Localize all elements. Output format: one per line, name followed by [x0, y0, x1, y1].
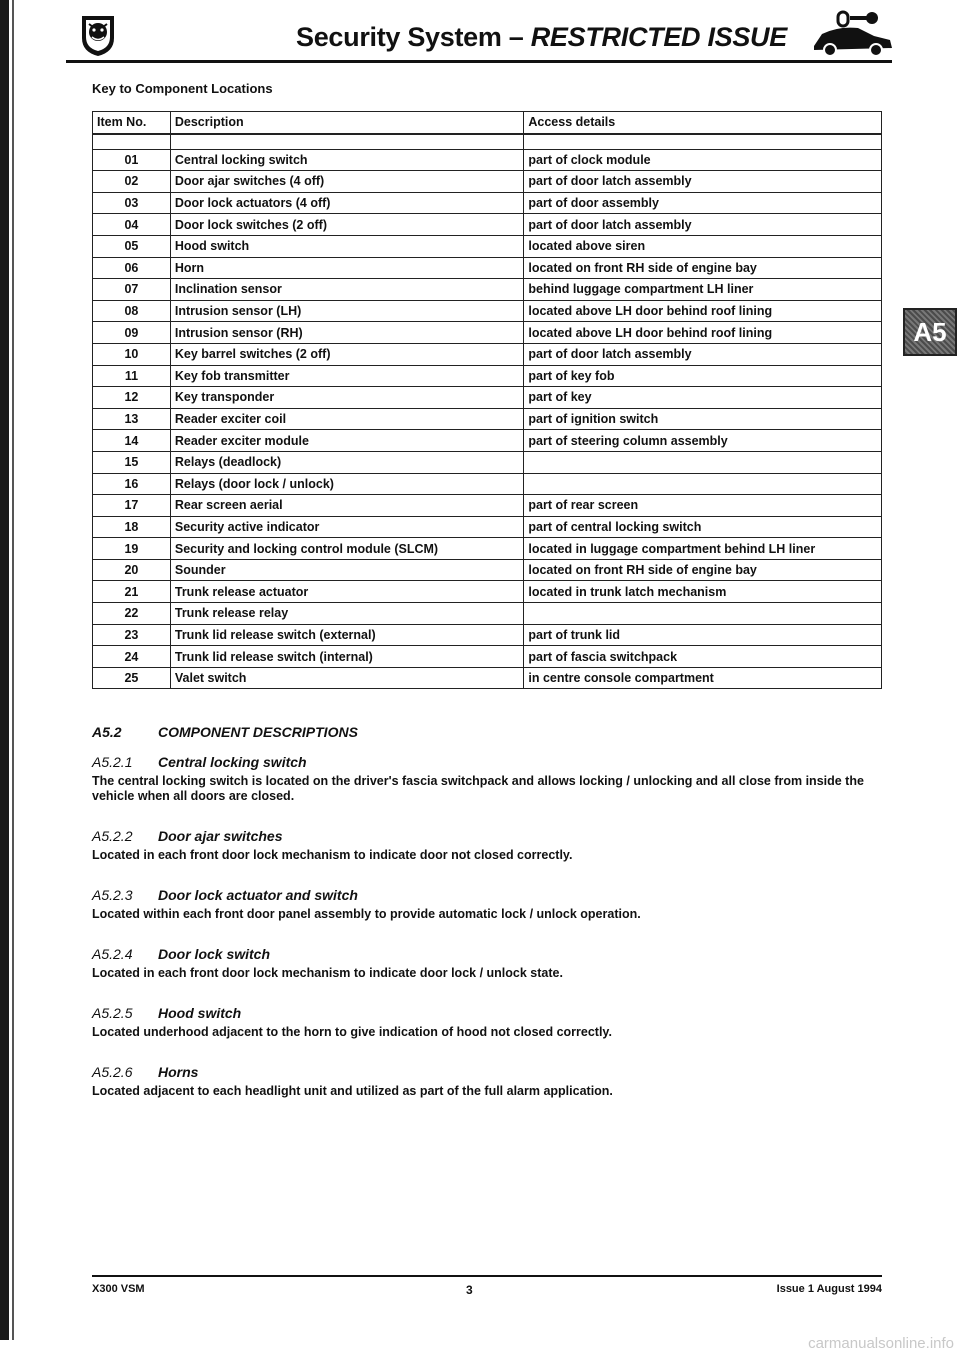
cell-access-details: part of steering column assembly	[524, 430, 882, 452]
table-row	[93, 149, 882, 171]
page-title	[296, 22, 787, 53]
subsection-number: A5.2.2	[92, 828, 133, 844]
subsection-number: A5.2.5	[92, 1005, 133, 1021]
subsection-name: Door ajar switches	[158, 828, 283, 844]
cell-description: Relays (door lock / unlock)	[170, 473, 524, 495]
description-item	[92, 754, 892, 804]
cell-description: Trunk lid release switch (external)	[170, 624, 524, 646]
table-row	[93, 473, 882, 495]
cell-item-no: 25	[93, 667, 171, 689]
cell-item-no: 23	[93, 624, 171, 646]
cell-description: Reader exciter module	[170, 430, 524, 452]
cell-item-no: 05	[93, 235, 171, 257]
description-item	[92, 946, 892, 981]
table-row	[93, 624, 882, 646]
subsection-title	[92, 1005, 892, 1021]
watermark: carmanualsonline.info	[808, 1335, 954, 1352]
description-item	[92, 1064, 892, 1099]
cell-access-details: part of key fob	[524, 365, 882, 387]
cell-access-details: part of clock module	[524, 149, 882, 171]
description-list	[92, 754, 892, 1099]
subsection-title	[92, 1064, 892, 1080]
cell-access-details: located on front RH side of engine bay	[524, 559, 882, 581]
column-header-item-no: Item No.	[93, 112, 171, 134]
cell-item-no: 11	[93, 365, 171, 387]
description-item	[92, 1005, 892, 1040]
table-row	[93, 430, 882, 452]
cell-item-no: 20	[93, 559, 171, 581]
car-with-key-icon	[808, 8, 896, 60]
table-row	[93, 235, 882, 257]
cell-item-no: 17	[93, 495, 171, 517]
footer-divider	[92, 1275, 882, 1277]
table-row	[93, 214, 882, 236]
cell-access-details: located on front RH side of engine bay	[524, 257, 882, 279]
table-row	[93, 516, 882, 538]
cell-description: Valet switch	[170, 667, 524, 689]
subsection-text: Located in each front door lock mechanism to indicate door not closed correctly.	[92, 848, 573, 862]
table-row	[93, 300, 882, 322]
cell-description: Hood switch	[170, 235, 524, 257]
cell-item-no: 04	[93, 214, 171, 236]
table-row	[93, 343, 882, 365]
cell-access-details: part of key	[524, 387, 882, 409]
subsection-number: A5.2.1	[92, 754, 133, 770]
cell-description: Horn	[170, 257, 524, 279]
table-row	[93, 387, 882, 409]
description-item	[92, 887, 892, 922]
cell-description: Reader exciter coil	[170, 408, 524, 430]
subsection-title	[92, 754, 892, 770]
subsection-title	[92, 887, 892, 903]
cell-access-details	[524, 451, 882, 473]
cell-item-no: 08	[93, 300, 171, 322]
cell-access-details: part of central locking switch	[524, 516, 882, 538]
cell-item-no: 19	[93, 538, 171, 560]
column-header-description: Description	[170, 112, 524, 134]
cell-description: Relays (deadlock)	[170, 451, 524, 473]
cell-access-details: located above LH door behind roof lining	[524, 322, 882, 344]
section-number: A5.2	[92, 724, 122, 740]
cell-description: Key transponder	[170, 387, 524, 409]
subsection-text: Located in each front door lock mechanism to indicate door lock / unlock state.	[92, 966, 563, 980]
cell-description: Central locking switch	[170, 149, 524, 171]
column-header-access-details: Access details	[524, 112, 882, 134]
cell-access-details: in centre console compartment	[524, 667, 882, 689]
cell-access-details: part of trunk lid	[524, 624, 882, 646]
page-edge-bar	[0, 0, 9, 1340]
cell-access-details: part of fascia switchpack	[524, 646, 882, 668]
table-spacer-row	[93, 134, 882, 150]
cell-description: Trunk release actuator	[170, 581, 524, 603]
table-row	[93, 365, 882, 387]
page-title-main: Security System –	[296, 22, 531, 52]
cell-item-no: 09	[93, 322, 171, 344]
cell-access-details: part of door latch assembly	[524, 214, 882, 236]
subsection-title	[92, 828, 892, 844]
component-descriptions	[92, 724, 892, 1123]
footer-page-number: 3	[466, 1283, 473, 1297]
subsection-name: Door lock switch	[158, 946, 271, 962]
subsection-name: Door lock actuator and switch	[158, 887, 358, 903]
cell-item-no: 24	[93, 646, 171, 668]
table-row	[93, 581, 882, 603]
table-row	[93, 495, 882, 517]
table-row	[93, 559, 882, 581]
cell-description: Intrusion sensor (LH)	[170, 300, 524, 322]
cell-item-no: 18	[93, 516, 171, 538]
cell-description: Sounder	[170, 559, 524, 581]
cell-description: Door ajar switches (4 off)	[170, 171, 524, 193]
cell-description: Security and locking control module (SLCM)	[170, 538, 524, 560]
section-title	[92, 724, 892, 744]
subsection-text: Located adjacent to each headlight unit and utilized as part of the full alarm application.	[92, 1084, 613, 1098]
page-edge-line	[12, 0, 14, 1340]
cell-access-details: part of ignition switch	[524, 408, 882, 430]
component-locations-table	[92, 111, 882, 689]
table-row	[93, 603, 882, 625]
cell-item-no: 12	[93, 387, 171, 409]
section-tab-a5[interactable]: A5	[903, 308, 957, 356]
subsection-name: Central locking switch	[158, 754, 307, 770]
cell-description: Trunk release relay	[170, 603, 524, 625]
cell-item-no: 22	[93, 603, 171, 625]
table-header-row	[93, 112, 882, 134]
table-row	[93, 279, 882, 301]
cell-access-details: part of door assembly	[524, 192, 882, 214]
cell-access-details	[524, 603, 882, 625]
cell-access-details: part of door latch assembly	[524, 343, 882, 365]
table-row	[93, 192, 882, 214]
subsection-text: Located within each front door panel assembly to provide automatic lock / unlock operation.	[92, 907, 641, 921]
table-row	[93, 408, 882, 430]
subsection-number: A5.2.3	[92, 887, 133, 903]
cell-description: Rear screen aerial	[170, 495, 524, 517]
cell-item-no: 03	[93, 192, 171, 214]
footer-manual-id: X300 VSM	[92, 1283, 145, 1295]
table-row	[93, 538, 882, 560]
cell-description: Key fob transmitter	[170, 365, 524, 387]
table-row	[93, 646, 882, 668]
cell-access-details: located above LH door behind roof lining	[524, 300, 882, 322]
cell-description: Door lock switches (2 off)	[170, 214, 524, 236]
subsection-text: The central locking switch is located on the driver's fascia switchpack and allows locking / unlocking and all close from inside the vehicle when all doors are closed.	[92, 774, 864, 803]
section-name: COMPONENT DESCRIPTIONS	[158, 724, 358, 740]
jaguar-emblem-icon	[78, 12, 118, 58]
cell-item-no: 15	[93, 451, 171, 473]
table-row	[93, 171, 882, 193]
cell-item-no: 13	[93, 408, 171, 430]
header-divider	[66, 60, 892, 63]
cell-access-details: located in trunk latch mechanism	[524, 581, 882, 603]
table-row	[93, 451, 882, 473]
subsection-text: Located underhood adjacent to the horn to give indication of hood not closed correctly.	[92, 1025, 612, 1039]
description-item	[92, 828, 892, 863]
subsection-number: A5.2.6	[92, 1064, 133, 1080]
cell-item-no: 07	[93, 279, 171, 301]
subsection-number: A5.2.4	[92, 946, 133, 962]
cell-item-no: 14	[93, 430, 171, 452]
cell-access-details	[524, 473, 882, 495]
subsection-name: Horns	[158, 1064, 199, 1080]
table-row	[93, 322, 882, 344]
cell-access-details: part of rear screen	[524, 495, 882, 517]
cell-item-no: 02	[93, 171, 171, 193]
subsection-name: Hood switch	[158, 1005, 242, 1021]
cell-item-no: 01	[93, 149, 171, 171]
page-title-restricted: RESTRICTED ISSUE	[530, 22, 787, 52]
cell-item-no: 10	[93, 343, 171, 365]
cell-access-details: part of door latch assembly	[524, 171, 882, 193]
cell-item-no: 06	[93, 257, 171, 279]
section-heading: Key to Component Locations	[92, 81, 273, 96]
cell-item-no: 21	[93, 581, 171, 603]
cell-access-details: located above siren	[524, 235, 882, 257]
cell-item-no: 16	[93, 473, 171, 495]
footer-issue-date: Issue 1 August 1994	[776, 1283, 882, 1295]
cell-description: Trunk lid release switch (internal)	[170, 646, 524, 668]
cell-description: Intrusion sensor (RH)	[170, 322, 524, 344]
cell-description: Door lock actuators (4 off)	[170, 192, 524, 214]
cell-description: Inclination sensor	[170, 279, 524, 301]
cell-access-details: behind luggage compartment LH liner	[524, 279, 882, 301]
cell-description: Security active indicator	[170, 516, 524, 538]
table-row	[93, 257, 882, 279]
cell-description: Key barrel switches (2 off)	[170, 343, 524, 365]
cell-access-details: located in luggage compartment behind LH liner	[524, 538, 882, 560]
subsection-title	[92, 946, 892, 962]
table-row	[93, 667, 882, 689]
